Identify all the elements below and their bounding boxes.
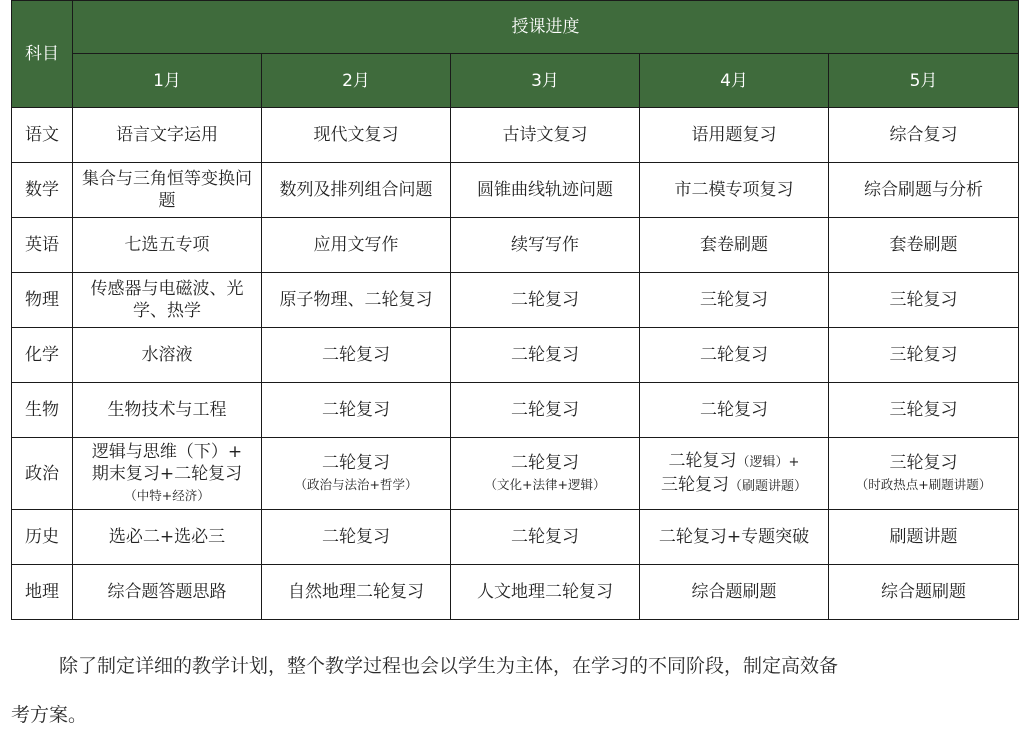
table-cell [640,438,829,510]
subject-cell: 地理 [12,565,73,620]
table-row [12,273,1019,328]
table-cell: 自然地理二轮复习 [262,565,451,620]
table-cell: 二轮复习 [451,273,640,328]
cell-note: （刷题讲题） [728,478,807,494]
cell-line: 期末复习+二轮复习 [91,463,243,484]
table-cell: 二轮复习 [451,383,640,438]
table-cell: 续写写作 [451,218,640,273]
table-cell: 综合题刷题 [829,565,1019,620]
table-cell: 二轮复习 [451,328,640,383]
table-cell: 圆锥曲线轨迹问题 [451,163,640,218]
table-cell: 综合复习 [829,108,1019,163]
table-cell: 集合与三角恒等变换问题 [73,163,262,218]
subject-cell: 生物 [12,383,73,438]
table-cell: 三轮复习 [829,383,1019,438]
table-cell: 二轮复习 [262,328,451,383]
table-cell: 选必二+选必三 [73,510,262,565]
month-header: 1月 [73,54,262,108]
table-row [12,108,1019,163]
month-header: 5月 [829,54,1019,108]
table-cell: 现代文复习 [262,108,451,163]
table-cell: 传感器与电磁波、光学、热学 [73,273,262,328]
table-cell: 二轮复习 [451,510,640,565]
table-cell: 套卷刷题 [640,218,829,273]
table-cell [73,438,262,510]
table-cell: 综合题答题思路 [73,565,262,620]
cell-line: 二轮复习 [322,452,390,473]
cell-note: （政治与法治+哲学） [294,476,418,492]
table-cell: 二轮复习 [640,383,829,438]
subject-cell: 化学 [12,328,73,383]
subject-cell: 数学 [12,163,73,218]
cell-line: 二轮复习 [511,452,579,473]
cell-main: 二轮复习 [668,450,737,471]
table-row [12,218,1019,273]
subject-cell: 历史 [12,510,73,565]
table-cell: 数列及排列组合问题 [262,163,451,218]
table-row [12,383,1019,438]
month-header: 4月 [640,54,829,108]
subject-cell: 物理 [12,273,73,328]
table-cell: 三轮复习 [829,273,1019,328]
table-cell: 套卷刷题 [829,218,1019,273]
table-cell: 综合题刷题 [640,565,829,620]
cell-note: （时政热点+刷题讲题） [855,476,992,492]
progress-header: 授课进度 [73,1,1019,54]
subject-cell: 语文 [12,108,73,163]
table-cell: 二轮复习 [262,383,451,438]
cell-line [642,474,826,498]
cell-note: （中特+经济） [124,487,210,503]
table-row [12,510,1019,565]
cell-note: （逻辑）+ [736,454,800,470]
table-cell [829,438,1019,510]
month-header: 2月 [262,54,451,108]
table-cell: 三轮复习 [640,273,829,328]
month-header: 3月 [451,54,640,108]
table-cell: 二轮复习 [640,328,829,383]
table-cell: 市二模专项复习 [640,163,829,218]
cell-note: （文化+法律+逻辑） [484,476,606,492]
table-cell: 生物技术与工程 [73,383,262,438]
table-cell: 古诗文复习 [451,108,640,163]
table-cell: 综合刷题与分析 [829,163,1019,218]
table-row [12,438,1019,510]
table-cell: 语用题复习 [640,108,829,163]
body-paragraph-line-1: 除了制定详细的教学计划，整个教学过程也会以学生为主体，在学习的不同阶段，制定高效备 [59,655,839,677]
table-cell [262,438,451,510]
table-cell: 人文地理二轮复习 [451,565,640,620]
table-cell [451,438,640,510]
body-paragraph-line-2: 考方案。 [11,704,88,726]
cell-line [642,450,826,474]
subject-header: 科目 [12,1,73,108]
table-cell: 二轮复习 [262,510,451,565]
subject-cell: 政治 [12,438,73,510]
table-cell: 水溶液 [73,328,262,383]
table-cell: 应用文写作 [262,218,451,273]
table-row [12,163,1019,218]
subject-cell: 英语 [12,218,73,273]
cell-main: 三轮复习 [660,474,729,495]
table-cell: 二轮复习+专题突破 [640,510,829,565]
table-row [12,328,1019,383]
table-cell: 七选五专项 [73,218,262,273]
table-cell: 语言文字运用 [73,108,262,163]
teaching-schedule-table [11,0,1019,620]
cell-line: 逻辑与思维（下）+ [91,441,243,462]
cell-line: 三轮复习 [889,452,958,473]
table-row [12,565,1019,620]
table-cell: 原子物理、二轮复习 [262,273,451,328]
table-cell: 刷题讲题 [829,510,1019,565]
table-cell: 三轮复习 [829,328,1019,383]
